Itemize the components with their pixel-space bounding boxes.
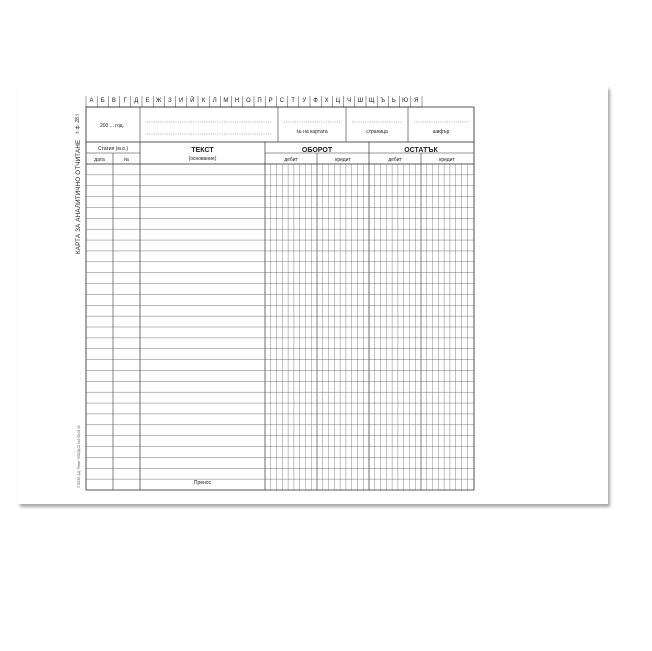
alphabet-letter: К — [201, 98, 206, 104]
date-header: дата — [94, 157, 105, 163]
alphabet-letter: Р — [268, 98, 273, 104]
alphabet-letter: З — [168, 98, 172, 104]
alphabet-letter: Ц — [335, 98, 341, 104]
alphabet-letter: Ш — [357, 98, 364, 104]
form-title-vertical: КАРТА ЗА АНАЛИТИЧНО ОТЧИТАНЕ — [75, 139, 82, 254]
alphabet-letter: Ъ — [380, 98, 386, 104]
alphabet-letter: Б — [100, 98, 105, 104]
text-subheader: (основание) — [188, 156, 217, 162]
cipher-label: шифър — [432, 129, 450, 135]
ostatak-header: ОСТАТЪК — [404, 147, 438, 154]
card-number-label: № на картата — [296, 129, 328, 135]
oborot-header: ОБОРОТ — [301, 147, 333, 154]
alphabet-letter: Я — [414, 98, 419, 104]
alphabet-letter: М — [223, 98, 229, 104]
alphabet-letter: Л — [212, 98, 217, 104]
carry-forward-label: Пренос — [193, 480, 212, 486]
printer-imprint: © БЕЗЕ АД "Печат" ЕООД 02 943 00 03 45 — [77, 425, 81, 488]
alphabet-letter: Н — [234, 98, 240, 104]
alphabet-letter: И — [178, 98, 184, 104]
ostatak-debit-header: дебит — [388, 157, 402, 163]
alphabet-letter: О — [245, 98, 251, 104]
alphabet-letter: В — [111, 98, 116, 104]
alphabet-letter: Г — [123, 98, 127, 104]
alphabet-letter: Е — [145, 98, 150, 104]
alphabet-letter: Х — [324, 98, 329, 104]
oborot-credit-header: кредит — [335, 157, 351, 163]
alphabet-letter: Й — [190, 98, 195, 104]
alphabet-letter: Ч — [347, 98, 352, 104]
alphabet-letter: А — [89, 98, 94, 104]
alphabet-letter: С — [279, 98, 285, 104]
ostatak-credit-header: кредит — [439, 157, 455, 163]
alphabet-letter: Т — [291, 98, 295, 104]
alphabet-letter: Ь — [391, 98, 396, 104]
alphabet-letter: Щ — [368, 98, 375, 104]
oborot-debit-header: дебит — [284, 157, 298, 163]
alphabet-letter: П — [257, 98, 262, 104]
alphabet-letter: У — [302, 98, 307, 104]
alphabet-letter: Д — [134, 98, 139, 104]
page-label: страница — [366, 129, 388, 135]
year-label: 200 ... год. — [100, 123, 124, 129]
number-header: № — [123, 157, 130, 163]
alphabet-letter: Ю — [402, 98, 409, 104]
alphabet-letter: Ж — [155, 98, 162, 104]
text-header: ТЕКСТ — [191, 147, 214, 154]
alphabet-letter: Ф — [313, 98, 318, 104]
statia-header: Статия (м.о.) — [97, 146, 129, 152]
form-code: т. ф. 28 I — [75, 114, 81, 134]
